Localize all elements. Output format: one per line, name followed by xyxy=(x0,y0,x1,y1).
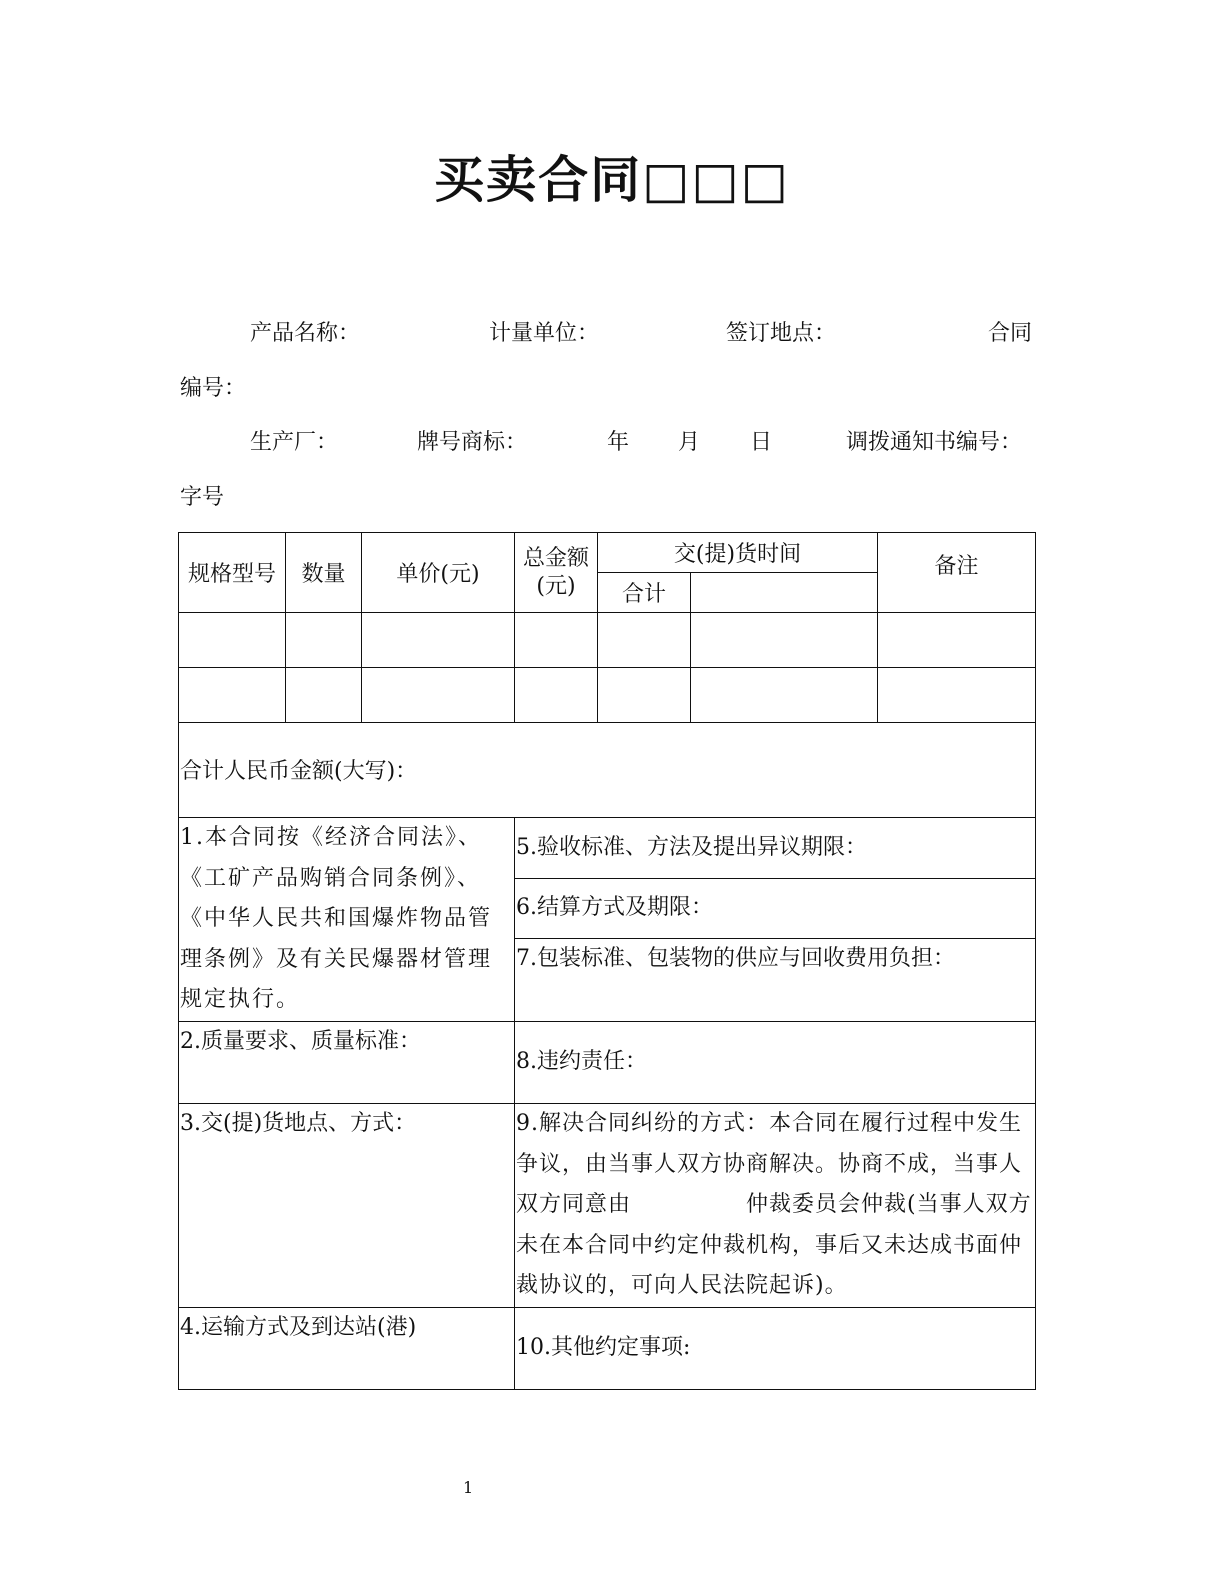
cell-total xyxy=(515,668,598,723)
cell-delivery-blank xyxy=(691,613,878,668)
product-table xyxy=(178,532,1036,723)
clause-6: 6.结算方式及期限： xyxy=(515,879,1036,939)
clauses-table xyxy=(178,722,1036,1390)
cell-unit-price xyxy=(362,613,515,668)
page-number: 1 xyxy=(463,1478,474,1497)
unit-label: 计量单位： xyxy=(489,321,600,346)
clause-2: 2.质量要求、质量标准： xyxy=(179,1022,515,1104)
contract-no-label-part2: 编号： xyxy=(180,376,247,401)
cell-remark xyxy=(878,668,1036,723)
cell-spec xyxy=(179,613,286,668)
cell-quantity xyxy=(286,668,362,723)
cell-remark xyxy=(878,613,1036,668)
header-remark: 备注 xyxy=(878,533,1036,613)
day-label: 日 xyxy=(750,430,773,455)
brand-label: 牌号商标： xyxy=(417,430,528,455)
clause-7: 7.包装标准、包装物的供应与回收费用负担： xyxy=(515,939,1036,1022)
year-label: 年 xyxy=(607,430,630,455)
clause-10: 10.其他约定事项: xyxy=(515,1307,1036,1389)
header-total-amount xyxy=(515,533,598,613)
manufacturer-label: 生产厂： xyxy=(250,430,339,455)
cell-spec xyxy=(179,668,286,723)
clause-5: 5.验收标准、方法及提出异议期限： xyxy=(515,818,1036,879)
month-label: 月 xyxy=(678,430,701,455)
contract-no-label-part1: 合同 xyxy=(988,321,1033,346)
total-rmb-label: 合计人民币金额(大写)： xyxy=(179,723,1036,818)
document-title: 买卖合同□□□ xyxy=(434,151,790,209)
header-unit-price: 单价(元) xyxy=(362,533,515,613)
sign-place-label: 签订地点： xyxy=(726,321,837,346)
header-quantity: 数量 xyxy=(286,533,362,613)
notice-no-label: 调拨通知书编号： xyxy=(846,430,1023,455)
cell-total xyxy=(515,613,598,668)
clause-4: 4.运输方式及到达站(港) xyxy=(179,1307,515,1389)
header-delivery-blank xyxy=(691,573,878,613)
header-total-amount-line2: (元) xyxy=(536,573,576,599)
header-total-amount-line1: 总金额 xyxy=(522,545,589,571)
header-delivery-time: 交(提)货时间 xyxy=(598,533,878,573)
word-no-label: 字号 xyxy=(180,485,225,510)
clause-3: 3.交(提)货地点、方式： xyxy=(179,1104,515,1308)
table-row xyxy=(179,613,1036,668)
table-row xyxy=(179,668,1036,723)
cell-delivery-sum xyxy=(598,668,691,723)
cell-quantity xyxy=(286,613,362,668)
clause-9: 9.解决合同纠纷的方式：本合同在履行过程中发生争议，由当事人双方协商解决。协商不成，当事人双方同意由 仲裁委员会仲裁(当事人双方未在本合同中约定仲裁机构，事后又未达成书面仲裁协议的，可向人民法院起诉)。 xyxy=(515,1104,1036,1308)
cell-delivery-blank xyxy=(691,668,878,723)
cell-delivery-sum xyxy=(598,613,691,668)
clause-8: 8.违约责任： xyxy=(515,1022,1036,1104)
header-spec: 规格型号 xyxy=(179,533,286,613)
product-name-label: 产品名称： xyxy=(250,321,361,346)
clause-1: 1.本合同按《经济合同法》、《工矿产品购销合同条例》、《中华人民共和国爆炸物品管理条例》及有关民爆器材管理规定执行。 xyxy=(179,818,515,1022)
cell-unit-price xyxy=(362,668,515,723)
header-delivery-sum: 合计 xyxy=(598,573,691,613)
